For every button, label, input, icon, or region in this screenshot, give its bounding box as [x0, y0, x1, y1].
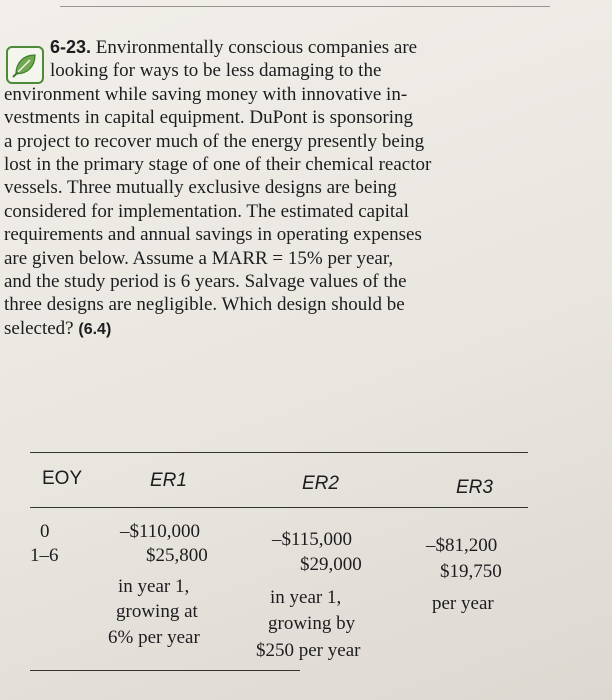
er2-cell: growing by — [268, 613, 356, 634]
eoy-cell: 1–6 — [30, 545, 59, 566]
problem-line: are given below. Assume a MARR = 15% per year, — [4, 247, 394, 269]
er1-cell: growing at — [116, 601, 198, 622]
section-reference: (6.4) — [78, 320, 112, 338]
problem-line: requirements and annual savings in operating expenses — [4, 224, 422, 246]
table-top-rule — [30, 452, 528, 453]
eoy-cell: 0 — [40, 521, 50, 542]
top-divider — [60, 6, 550, 7]
problem-line: considered for implementation. The estimated capital — [4, 200, 409, 222]
problem-line: a project to recover much of the energy presently being — [4, 130, 425, 152]
problem-line: three designs are negligible. Which design should be — [4, 294, 405, 316]
er2-cell: $29,000 — [300, 554, 362, 575]
problem-line: vestments in capital equipment. DuPont is sponsoring — [4, 107, 413, 129]
problem-line: and the study period is 6 years. Salvage values of the — [4, 271, 407, 293]
problem-line: lost in the primary stage of one of their chemical reactor — [4, 154, 432, 176]
problem-statement — [4, 36, 552, 341]
header-er3: ER3 — [456, 477, 493, 498]
er1-cell: –$110,000 — [120, 521, 201, 542]
er1-cell: 6% per year — [108, 627, 200, 648]
header-eoy: EOY — [42, 468, 83, 489]
header-er1: ER1 — [150, 470, 187, 491]
problem-number: 6-23. — [50, 37, 92, 57]
problem-line: 6-23. Environmentally conscious companies are — [50, 37, 418, 58]
table-header-rule — [30, 507, 528, 508]
er3-cell: $19,750 — [440, 561, 502, 582]
er2-cell: $250 per year — [256, 640, 361, 661]
problem-line: environment while saving money with innovative in- — [4, 83, 408, 105]
er3-cell: –$81,200 — [426, 535, 498, 556]
header-er2: ER2 — [302, 473, 339, 494]
problem-line: vessels. Three mutually exclusive designs are being — [4, 177, 397, 199]
er2-cell: –$115,000 — [272, 529, 353, 550]
problem-line: looking for ways to be less damaging to the — [50, 60, 382, 82]
er2-cell: in year 1, — [270, 587, 342, 608]
problem-line: selected? (6.4) — [4, 317, 112, 339]
er1-cell: in year 1, — [118, 576, 190, 597]
er1-cell: $25,800 — [146, 545, 208, 566]
er3-cell: per year — [432, 593, 494, 614]
table-bottom-rule — [30, 670, 300, 671]
